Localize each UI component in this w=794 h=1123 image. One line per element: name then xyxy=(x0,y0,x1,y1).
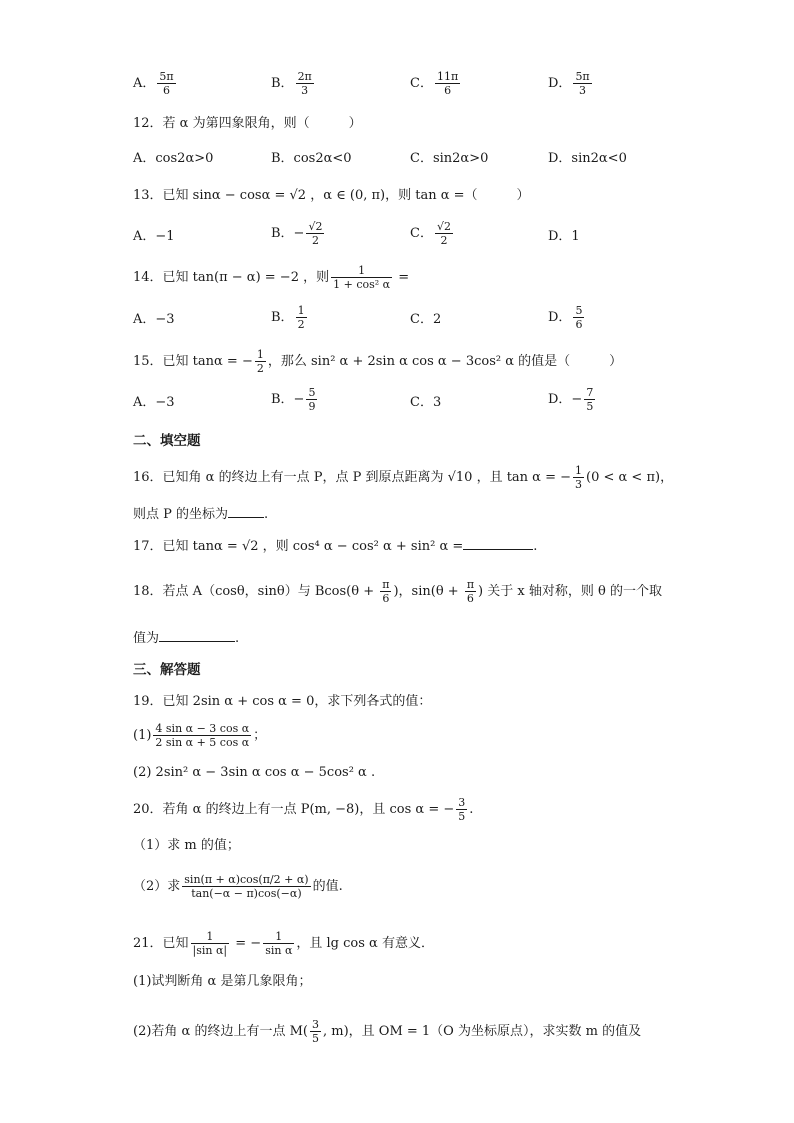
section-heading-fill-in: 二、填空题 xyxy=(133,433,201,449)
q13-option-d: D．1 xyxy=(548,229,580,244)
q11-option-b: B． $\frac{2\pi}{3}$ xyxy=(271,70,312,97)
fraction: $\frac{3}{5}$ xyxy=(458,796,466,823)
q12-option-b: B．cos2α<0 xyxy=(271,151,352,166)
fraction: $\frac{\pi}{6}$ xyxy=(382,578,390,605)
fraction: $\frac{11\pi}{6}$ xyxy=(436,70,459,97)
fraction: $\frac{\pi}{6}$ xyxy=(466,578,475,605)
fraction: $\frac{1}{\text{|sin α|}}$ xyxy=(192,930,228,957)
q12-option-c: C．sin2α>0 xyxy=(410,151,489,166)
q13-option-a: A．−1 xyxy=(133,229,175,244)
q21-part1: (1)试判断角 α 是第几象限角； xyxy=(133,974,312,989)
section-heading-solve: 三、解答题 xyxy=(133,662,201,678)
fraction: $\frac{5\pi}{3}$ xyxy=(575,70,590,97)
fraction: $\frac{5\pi}{6}$ xyxy=(159,70,174,97)
q13-option-b: B．− $\frac{√2}{2}$ xyxy=(271,220,323,247)
fraction: $\frac{1}{\text{1 + cos² α}}$ xyxy=(333,264,391,291)
q15-stem: 15．已知 tanα = − $\frac{1}{2}$ ，那么 sin² α + 2sin α cos α − 3cos² α 的值是（ ） xyxy=(133,348,623,375)
fraction: $\frac{\text{4 sin α − 3 cos α}}{\text{2 sin α + 5 cos α}}$ xyxy=(155,722,250,749)
fraction: $\frac{5}{6}$ xyxy=(575,304,583,331)
q16-line2: 则点 P 的坐标为 . xyxy=(133,503,268,525)
q15-option-d: D．− $\frac{7}{5}$ xyxy=(548,386,594,413)
q14-stem: 14．已知 tan(π − α) = −2 ，则 $\frac{1}{\text{1 + cos² α}}$ = xyxy=(133,264,410,291)
q17-stem: 17．已知 tanα = √2 ，则 cos⁴ α − cos² α + sin² α = . xyxy=(133,535,537,557)
q15-option-a: A．−3 xyxy=(133,395,175,410)
q20-part1: （1）求 m 的值； xyxy=(133,838,240,853)
q15-option-c: C．3 xyxy=(410,395,442,410)
q18-line2: 值为 . xyxy=(133,627,239,649)
fraction: $\frac{\sin(\pi + \alpha)\cos(\pi/2 + \alpha)}{\tan(-\alpha - \pi)\cos(-\alpha)}$ xyxy=(184,873,309,900)
fraction: $\frac{√2}{2}$ xyxy=(308,220,323,247)
q11-option-d: D． $\frac{5\pi}{3}$ xyxy=(548,70,590,97)
q21-stem: 21．已知 $\frac{1}{\text{|sin α|}}$ = − $\frac{1}{\text{sin α}}$ ，且 lg cos α 有意义． xyxy=(133,930,434,957)
q14-option-d: D． $\frac{5}{6}$ xyxy=(548,304,583,331)
fraction: $\frac{7}{5}$ xyxy=(586,386,594,413)
q21-part2: (2)若角 α 的终边上有一点 M( $\frac{3}{5}$ , m)，且 OM = 1（O 为坐标原点），求实数 m 的值及 xyxy=(133,1018,642,1045)
q16-stem: 16．已知角 α 的终边上有一点 P，点 P 到原点距离为 √10 ，且 tan α = − $\frac{1}{3}$ (0 < α < π)， xyxy=(133,464,674,491)
q13-stem: 13．已知 sinα − cosα = √2 ，α ∈ (0, π)，则 tan α =（ ） xyxy=(133,188,530,203)
answer-blank[interactable] xyxy=(159,627,235,642)
fraction: $\frac{√2}{2}$ xyxy=(436,220,451,247)
answer-blank[interactable] xyxy=(463,535,533,550)
q19-part1: (1) $\frac{\text{4 sin α − 3 cos α}}{\text{2 sin α + 5 cos α}}$ ； xyxy=(133,722,267,749)
fraction: $\frac{3}{5}$ xyxy=(311,1018,319,1045)
fraction: $\frac{1}{\text{sin α}}$ xyxy=(265,930,293,957)
fraction: $\frac{1}{3}$ xyxy=(575,464,583,491)
q19-stem: 19．已知 2sin α + cos α = 0，求下列各式的值： xyxy=(133,694,432,709)
q14-option-c: C．2 xyxy=(410,312,442,327)
q11-option-c: C． $\frac{11\pi}{6}$ xyxy=(410,70,459,97)
q18-stem: 18．若点 A（cosθ，sinθ）与 Bcos(θ + $\frac{\pi}{6}$ )，sin(θ + $\frac{\pi}{6}$ ) 关于 x 轴对称，则 θ 的一个取 xyxy=(133,578,662,605)
answer-blank[interactable] xyxy=(228,503,264,518)
fraction: $\frac{1}{2}$ xyxy=(297,304,305,331)
fraction: $\frac{1}{2}$ xyxy=(256,348,264,375)
q12-option-a: A．cos2α>0 xyxy=(133,151,214,166)
q12-option-d: D．sin2α<0 xyxy=(548,151,627,166)
q20-stem: 20．若角 α 的终边上有一点 P(m, −8)，且 cos α = − $\frac{3}{5}$ . xyxy=(133,796,474,823)
q14-option-a: A．−3 xyxy=(133,312,175,327)
q13-option-c: C． $\frac{√2}{2}$ xyxy=(410,220,451,247)
fraction: $\frac{5}{9}$ xyxy=(308,386,316,413)
q19-part2: (2) 2sin² α − 3sin α cos α − 5cos² α . xyxy=(133,765,376,780)
fraction: $\frac{2\pi}{3}$ xyxy=(297,70,312,97)
q15-option-b: B．− $\frac{5}{9}$ xyxy=(271,386,316,413)
q12-stem: 12．若 α 为第四象限角，则（ ） xyxy=(133,116,362,131)
q14-option-b: B． $\frac{1}{2}$ xyxy=(271,304,305,331)
q20-part2: （2）求 $\frac{\sin(\pi + \alpha)\cos(\pi/2 + \alpha)}{\tan(-\alpha - \pi)\cos(-\alpha)}$ 的值. xyxy=(133,873,343,900)
q11-option-a: A． $\frac{5\pi}{6}$ xyxy=(133,70,174,97)
